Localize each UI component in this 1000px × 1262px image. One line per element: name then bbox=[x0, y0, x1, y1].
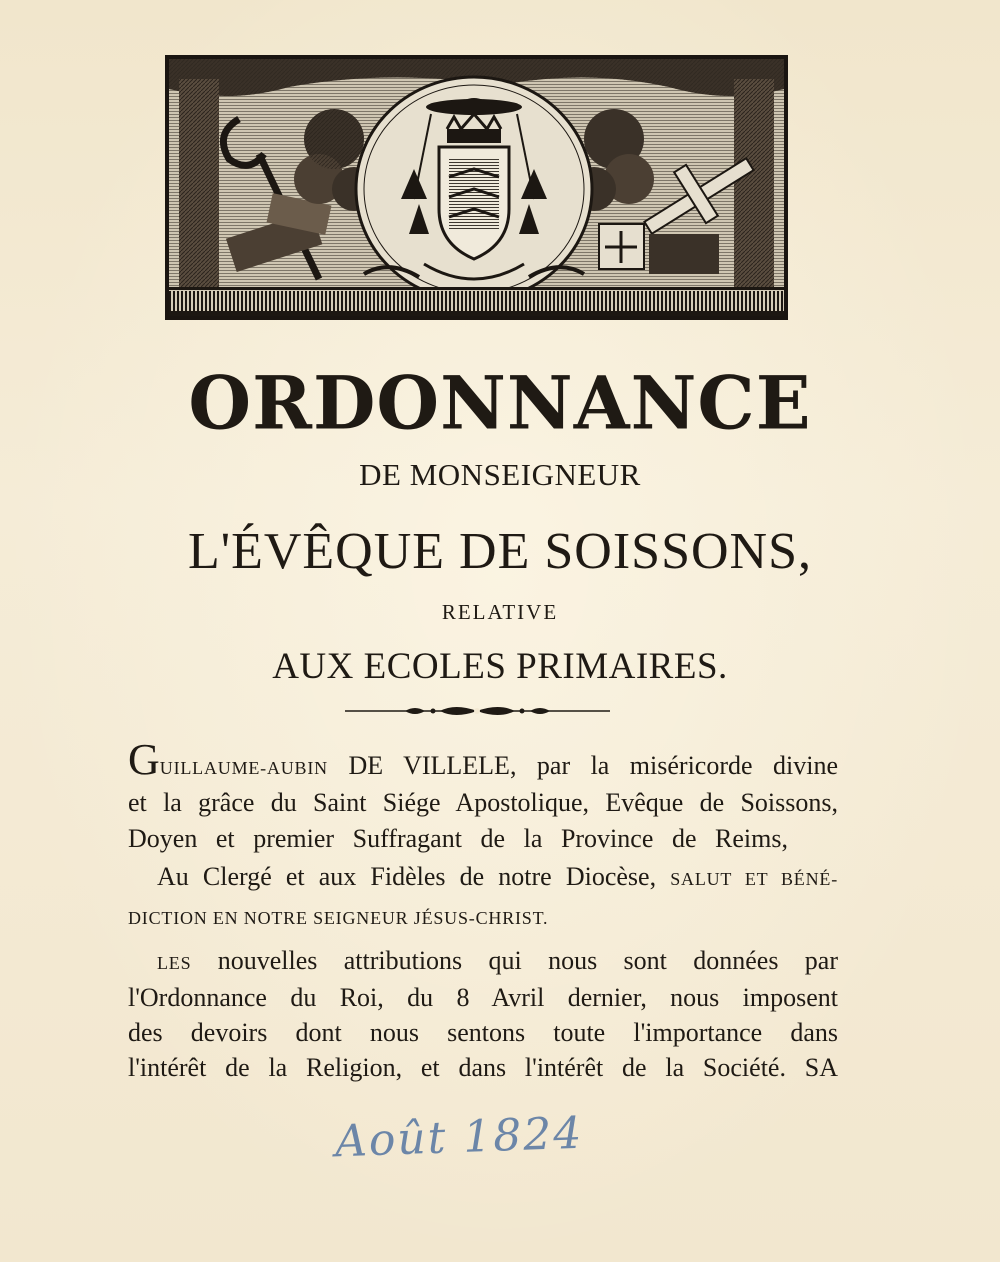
body-line-5 bbox=[128, 903, 838, 929]
body-line-9: l'intérêt de la Religion, et dans l'intérêt de la Société. SA bbox=[128, 1053, 838, 1082]
subtitle-eveque: L'ÉVÊQUE DE SOISSONS, bbox=[187, 523, 813, 580]
handwritten-date: Août 1824 bbox=[334, 1107, 585, 1168]
small-caps-les: LES bbox=[157, 953, 192, 973]
body-line-8: des devoirs dont nous sentons toute l'importance dans bbox=[128, 1018, 838, 1047]
body-line-2: et la grâce du Saint Siége Apostolique, Evêque de Soissons, bbox=[128, 788, 838, 817]
body-line-1 bbox=[128, 735, 838, 784]
episcopal-vignette bbox=[165, 55, 788, 320]
body-line-7: l'Ordonnance du Roi, du 8 Avril dernier, nous imposent bbox=[128, 983, 838, 1012]
small-caps-name: UILLAUME-AUBIN bbox=[159, 758, 328, 778]
body-line-3: Doyen et premier Suffragant de la Province de Reims, bbox=[128, 824, 788, 853]
subtitle-ecoles: AUX ECOLES PRIMAIRES. bbox=[272, 646, 728, 687]
body-text: Au Clergé et aux Fidèles de notre Diocèse, bbox=[157, 862, 671, 891]
salutation-small-caps: SALUT ET BÉNÉ- bbox=[670, 869, 838, 889]
document-title: ORDONNANCE bbox=[188, 359, 812, 446]
body-line-6 bbox=[157, 948, 838, 974]
subtitle-monseigneur: DE MONSEIGNEUR bbox=[359, 457, 641, 492]
body-text: DE VILLELE, par la miséricorde divine bbox=[327, 751, 838, 780]
salutation-small-caps-cont: DICTION EN NOTRE SEIGNEUR JÉSUS-CHRIST. bbox=[128, 908, 549, 928]
ornamental-rule bbox=[345, 702, 610, 720]
vignette-engraving bbox=[169, 59, 784, 316]
subtitle-relative: RELATIVE bbox=[441, 600, 559, 624]
body-line-4 bbox=[157, 864, 838, 890]
drop-capital: G bbox=[128, 735, 160, 784]
body-text: nouvelles attributions qui nous sont données par bbox=[191, 946, 838, 975]
